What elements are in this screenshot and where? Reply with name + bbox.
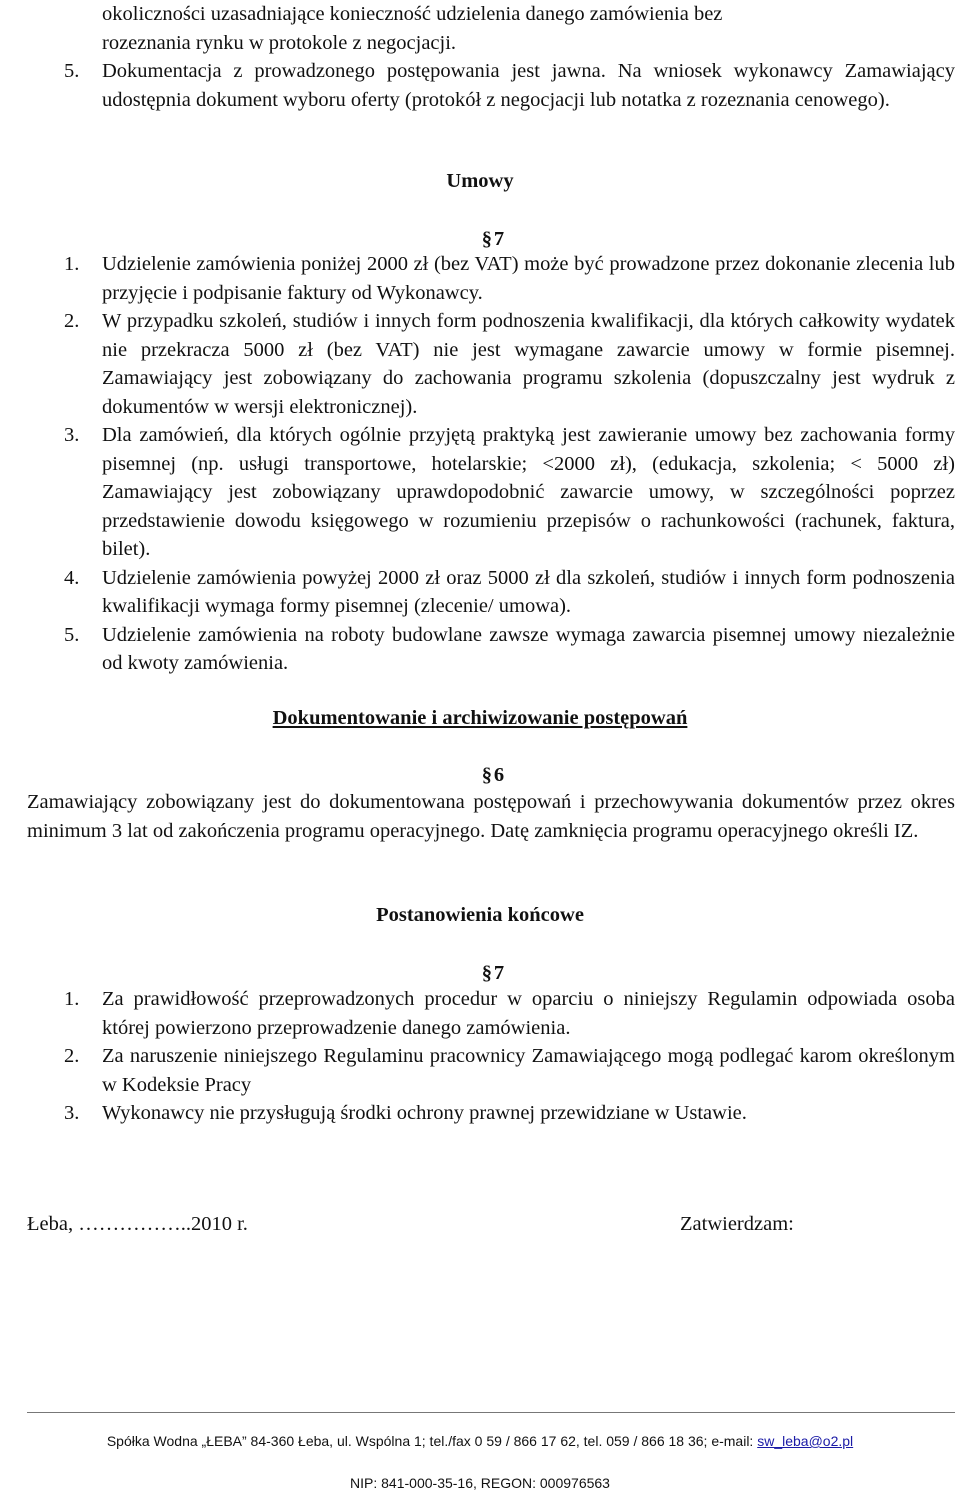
continuation-line-1: okoliczności uzasadniające konieczność udzielenia danego zamówienia bez: [102, 3, 723, 25]
item-text: Udzielenie zamówienia na roboty budowlane zawsze wymaga zawarcia pisemnej umowy niezależnie od kwoty zamówienia.: [102, 623, 955, 674]
paragraph-text: Zamawiający zobowiązany jest do dokumentowana postępowań i przechowywania dokumentów przez okres minimum 3 lat od zakończenia programu operacyjnego. Datę zamknięcia programu operacyjnego określi IZ.: [27, 791, 955, 842]
footer-address-text: Spółka Wodna „ŁEBA” 84-360 Łeba, ul. Wspólna 1; tel./fax 0 59 / 866 17 62, tel. 059 / 866 18 36; e-mail:: [106, 1433, 758, 1449]
koncowe-list: [27, 985, 955, 1128]
item-text: Dla zamówień, dla których ogólnie przyjętą praktyką jest zawieranie umowy bez zachowania formy pisemnej (np. usługi transportowe, hotelarskie; <2000 zł), (edukacja, szkolenia; < 5000 zł) Zamawiający jest zobowiązany uprawdopodobnić zawarcie umowy, w szczególności poprzez przedstawienie dowodu księgowego w rozumieniu przepisów o rachunkowości (rachunek, faktura, bilet).: [102, 424, 955, 560]
top-continuation: [27, 0, 955, 114]
item-number: 1.: [64, 253, 80, 275]
section-symbol: §: [481, 764, 492, 786]
item-text: Udzielenie zamówienia powyżej 2000 zł oraz 5000 zł dla szkoleń, studiów i innych form podnoszenia kwalifikacji wymaga formy pisemnej (zlecenie/ umowa).: [102, 566, 955, 617]
section-heading-umowy: Umowy: [446, 170, 514, 192]
item-number: 5.: [64, 60, 80, 82]
section-number: §7: [0, 225, 960, 254]
item-number: 2.: [64, 1045, 80, 1067]
section-symbol: §: [481, 228, 492, 250]
umowy-list: [27, 250, 955, 678]
footer-registration: NIP: 841-000-35-16, REGON: 000976563: [350, 1475, 610, 1491]
item-number: 3.: [64, 424, 80, 446]
list-item: [27, 985, 955, 1042]
place-and-date: Łeba, ……………..2010 r.: [27, 1213, 248, 1235]
item-number: 1.: [64, 988, 80, 1010]
list-item: [27, 564, 955, 621]
footer-email-link[interactable]: sw_leba@o2.pl: [757, 1433, 854, 1449]
approval-label: Zatwierdzam:: [680, 1213, 794, 1235]
list-item: [27, 307, 955, 421]
list-item: [27, 1099, 955, 1128]
list-item: [27, 1042, 955, 1099]
list-item: [27, 421, 955, 564]
section-heading-koncowe: Postanowienia końcowe: [376, 904, 584, 926]
item-text: Dokumentacja z prowadzonego postępowania jest jawna. Na wniosek wykonawcy Zamawiający udostępnia dokument wyboru oferty (protokół z negocjacji lub notatka z rozeznania cenowego).: [102, 60, 955, 111]
section-number: §7: [0, 959, 960, 988]
list-item: [27, 57, 955, 114]
section-heading-archiwizowanie: Dokumentowanie i archiwizowanie postępowań: [272, 707, 688, 729]
archiwizowanie-paragraph: [27, 788, 955, 845]
item-number: 4.: [64, 566, 80, 589]
list-item: [27, 621, 955, 678]
continuation-line-2: rozeznania rynku w protokole z negocjacji.: [102, 31, 457, 54]
section-number: §6: [0, 761, 960, 790]
item-text: W przypadku szkoleń, studiów i innych form podnoszenia kwalifikacji, dla których całkowity wydatek nie przekracza 5000 zł (bez VAT) nie jest wymagane zawarcie umowy w formie pisemnej. Zamawiający jest zobowiązany do zachowania programu szkolenia (dopuszczalny jest wydruk z dokumentów w wersji elektronicznej).: [102, 310, 955, 418]
section-symbol: §: [481, 962, 492, 984]
item-text: Udzielenie zamówienia poniżej 2000 zł (bez VAT) może być prowadzone przez dokonanie zlecenia lub przyjęcie i podpisanie faktury od Wykonawcy.: [102, 253, 955, 304]
footer-divider: [27, 1412, 955, 1413]
item-number: 5.: [64, 623, 80, 646]
list-item: [27, 250, 955, 307]
footer-address: [0, 1432, 960, 1450]
item-number: 2.: [64, 310, 80, 332]
item-text: Wykonawcy nie przysługują środki ochrony prawnej przewidziane w Ustawie.: [102, 1102, 747, 1124]
item-number: 3.: [64, 1102, 80, 1124]
item-text: Za prawidłowość przeprowadzonych procedur w oparciu o niniejszy Regulamin odpowiada osoba której powierzono przeprowadzenie danego zamówienia.: [102, 988, 955, 1039]
item-text: Za naruszenie niniejszego Regulaminu pracownicy Zamawiającego mogą podlegać karom określonym w Kodeksie Pracy: [102, 1045, 955, 1096]
